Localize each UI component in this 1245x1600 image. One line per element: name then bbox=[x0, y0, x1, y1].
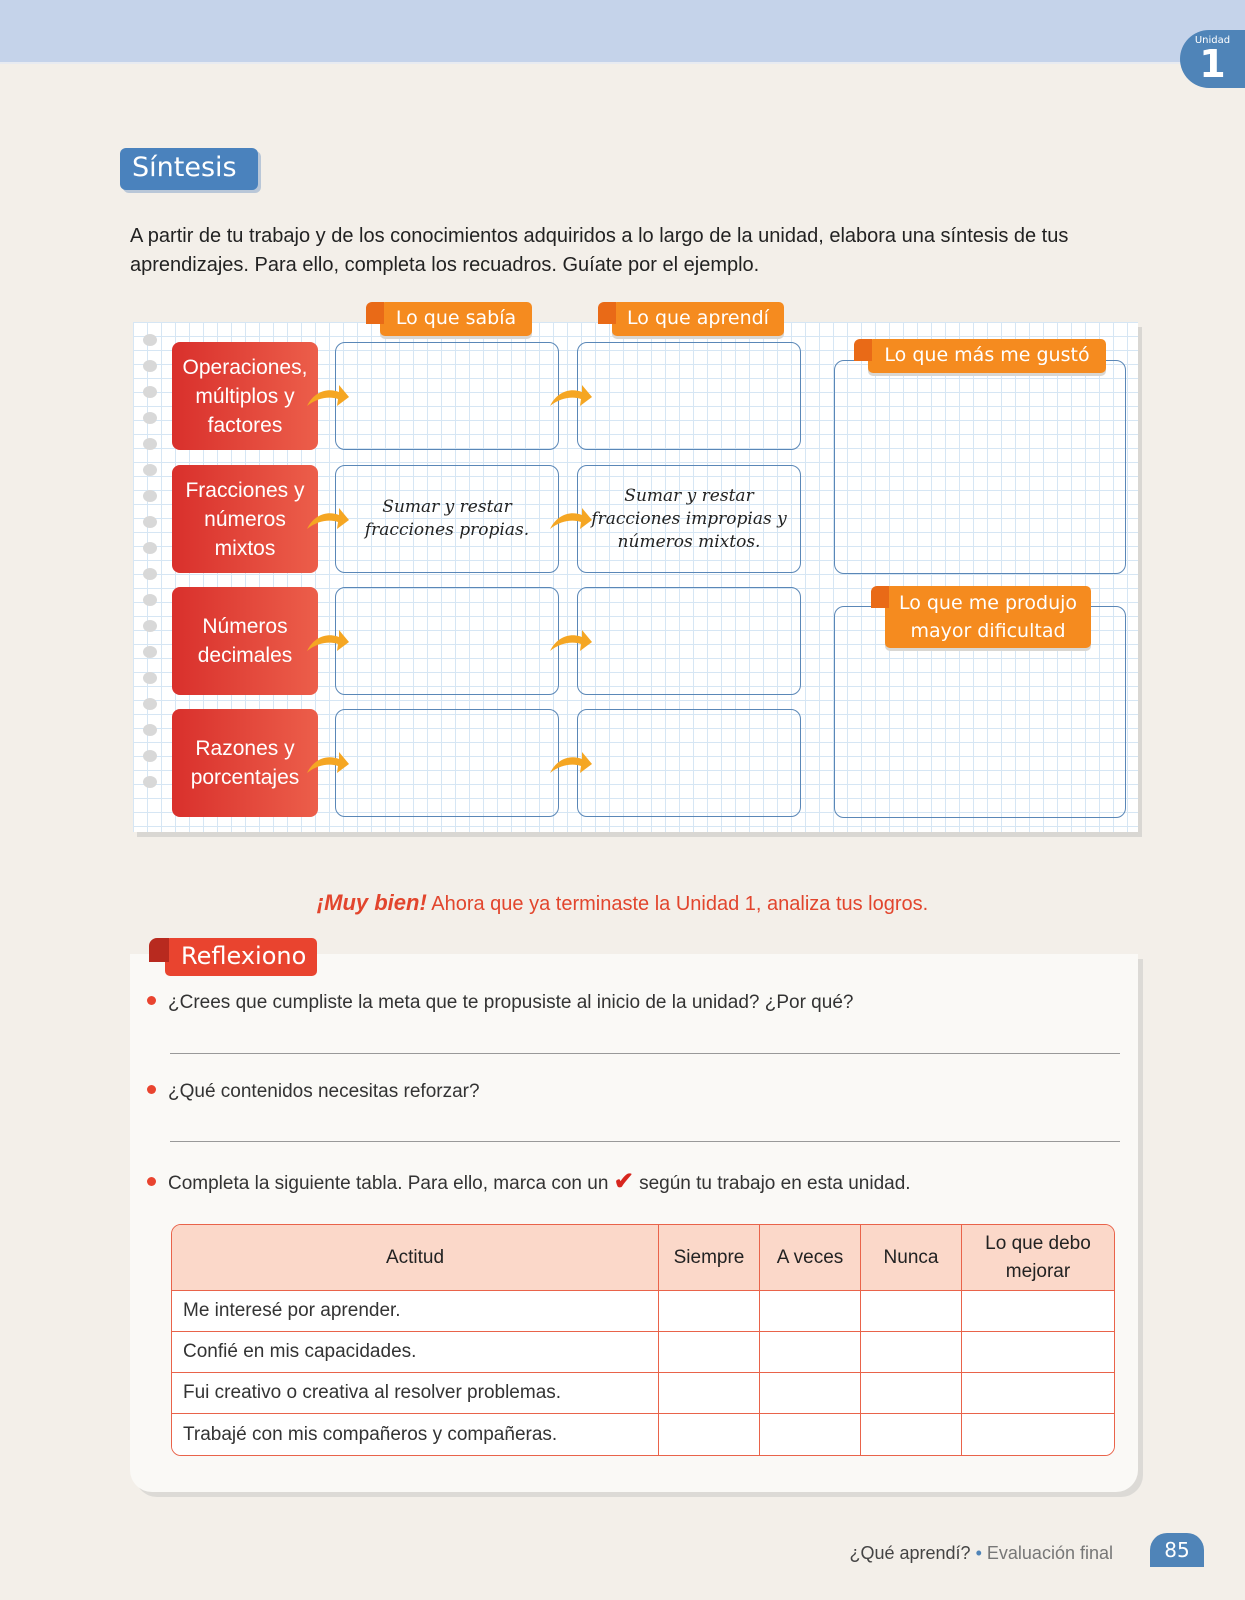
topic-decimales: Números decimales bbox=[172, 587, 318, 695]
unit-label: Unidad bbox=[1194, 35, 1231, 46]
intro-text: A partir de tu trabajo y de los conocimientos adquiridos a lo largo de la unidad, elabora una síntesis de tus aprendizajes. Para ello, completa los recuadros. Guíate por el ejemplo. bbox=[130, 225, 1069, 276]
table-row bbox=[172, 1373, 1114, 1414]
notebook-rings bbox=[137, 330, 163, 800]
arrow-right-icon bbox=[305, 505, 351, 535]
ring bbox=[143, 464, 157, 476]
bullet-icon bbox=[147, 1085, 156, 1094]
footer-subtitle: Evaluación final bbox=[986, 1543, 1113, 1563]
aprendi-box-operaciones[interactable] bbox=[577, 342, 801, 450]
ring bbox=[143, 776, 157, 788]
a-veces-cell[interactable] bbox=[760, 1332, 861, 1373]
ring bbox=[143, 542, 157, 554]
ring bbox=[143, 386, 157, 398]
aprendi-box-razones[interactable] bbox=[577, 709, 801, 817]
aprendi-box-decimales[interactable] bbox=[577, 587, 801, 695]
answer-line-1[interactable] bbox=[170, 1053, 1120, 1054]
muy-bien-banner bbox=[0, 890, 1245, 916]
reflexiono-title: Reflexiono bbox=[165, 938, 317, 976]
a-veces-cell[interactable] bbox=[760, 1291, 861, 1332]
siempre-cell[interactable] bbox=[659, 1332, 760, 1373]
actitud-cell: Fui creativo o creativa al resolver problemas. bbox=[172, 1373, 659, 1414]
header-a-veces: A veces bbox=[760, 1225, 861, 1291]
muy-bien-strong: ¡Muy bien! bbox=[316, 890, 427, 915]
unit-tab bbox=[1180, 30, 1245, 88]
table-row bbox=[172, 1291, 1114, 1332]
nunca-cell[interactable] bbox=[861, 1332, 962, 1373]
topic-fracciones: Fracciones y números mixtos bbox=[172, 465, 318, 573]
ring bbox=[143, 646, 157, 658]
mejorar-cell[interactable] bbox=[962, 1373, 1114, 1414]
arrow-right-icon bbox=[548, 627, 594, 657]
mejorar-cell[interactable] bbox=[962, 1414, 1114, 1455]
actitud-cell: Me interesé por aprender. bbox=[172, 1291, 659, 1332]
mejorar-cell[interactable] bbox=[962, 1291, 1114, 1332]
attitude-table bbox=[171, 1224, 1115, 1456]
ring bbox=[143, 594, 157, 606]
column-header-lo-que-aprendi: Lo que aprendí bbox=[612, 302, 784, 336]
siempre-cell[interactable] bbox=[659, 1291, 760, 1332]
table-row bbox=[172, 1414, 1114, 1455]
arrow-right-icon bbox=[305, 627, 351, 657]
siempre-cell[interactable] bbox=[659, 1373, 760, 1414]
arrow-right-icon bbox=[548, 505, 594, 535]
topic-operaciones: Operaciones, múltiplos y factores bbox=[172, 342, 318, 450]
dificultad-label: Lo que me produjo mayor dificultad bbox=[885, 586, 1091, 648]
ring bbox=[143, 698, 157, 710]
arrow-right-icon bbox=[548, 749, 594, 779]
ring bbox=[143, 516, 157, 528]
aprendi-box-fracciones[interactable]: Sumar y restar fracciones impropias y números mixtos. bbox=[577, 465, 801, 573]
header-siempre: Siempre bbox=[659, 1225, 760, 1291]
sabia-box-operaciones[interactable] bbox=[335, 342, 559, 450]
question-2-text: ¿Qué contenidos necesitas reforzar? bbox=[168, 1081, 480, 1102]
arrow-right-icon bbox=[305, 382, 351, 412]
checkmark-icon: ✔ bbox=[613, 1168, 634, 1195]
header-actitud: Actitud bbox=[172, 1225, 659, 1291]
sabia-box-razones[interactable] bbox=[335, 709, 559, 817]
table-row bbox=[172, 1332, 1114, 1373]
nunca-cell[interactable] bbox=[861, 1373, 962, 1414]
question-1 bbox=[147, 992, 853, 1014]
header-nunca: Nunca bbox=[861, 1225, 962, 1291]
question-3 bbox=[147, 1167, 911, 1196]
top-band bbox=[0, 0, 1245, 64]
unit-number: 1 bbox=[1199, 42, 1226, 86]
ring bbox=[143, 360, 157, 372]
ring bbox=[143, 412, 157, 424]
ring bbox=[143, 334, 157, 346]
page-number: 85 bbox=[1150, 1533, 1204, 1567]
mejorar-cell[interactable] bbox=[962, 1332, 1114, 1373]
ring bbox=[143, 672, 157, 684]
ring bbox=[143, 620, 157, 632]
ring bbox=[143, 438, 157, 450]
mas-gusto-label: Lo que más me gustó bbox=[868, 339, 1106, 373]
actitud-cell: Confié en mis capacidades. bbox=[172, 1332, 659, 1373]
ring bbox=[143, 490, 157, 502]
nunca-cell[interactable] bbox=[861, 1291, 962, 1332]
answer-line-2[interactable] bbox=[170, 1141, 1120, 1142]
a-veces-cell[interactable] bbox=[760, 1414, 861, 1455]
header-lo-que-debo-mejorar: Lo que debo mejorar bbox=[962, 1225, 1114, 1291]
ring bbox=[143, 568, 157, 580]
sabia-box-decimales[interactable] bbox=[335, 587, 559, 695]
footer-separator: • bbox=[975, 1543, 982, 1563]
ring bbox=[143, 724, 157, 736]
footer bbox=[849, 1543, 1113, 1564]
nunca-cell[interactable] bbox=[861, 1414, 962, 1455]
sabia-box-fracciones[interactable]: Sumar y restar fracciones propias. bbox=[335, 465, 559, 573]
siempre-cell[interactable] bbox=[659, 1414, 760, 1455]
question-1-text: ¿Crees que cumpliste la meta que te propusiste al inicio de la unidad? ¿Por qué? bbox=[168, 992, 854, 1013]
bullet-icon bbox=[147, 1177, 156, 1186]
topic-razones: Razones y porcentajes bbox=[172, 709, 318, 817]
question-3-text-after: según tu trabajo en esta unidad. bbox=[639, 1173, 911, 1194]
actitud-cell: Trabajé con mis compañeros y compañeras. bbox=[172, 1414, 659, 1455]
muy-bien-text: Ahora que ya terminaste la Unidad 1, analiza tus logros. bbox=[431, 893, 929, 915]
arrow-right-icon bbox=[548, 382, 594, 412]
table-header-row bbox=[172, 1225, 1114, 1291]
footer-title: ¿Qué aprendí? bbox=[849, 1543, 971, 1563]
column-header-lo-que-sabia: Lo que sabía bbox=[380, 302, 532, 336]
arrow-right-icon bbox=[305, 749, 351, 779]
a-veces-cell[interactable] bbox=[760, 1373, 861, 1414]
mas-gusto-box[interactable] bbox=[834, 360, 1126, 574]
question-3-text-before: Completa la siguiente tabla. Para ello, marca con un bbox=[168, 1173, 609, 1194]
question-2 bbox=[147, 1081, 480, 1103]
bullet-icon bbox=[147, 996, 156, 1005]
section-title: Síntesis bbox=[120, 148, 258, 190]
ring bbox=[143, 750, 157, 762]
